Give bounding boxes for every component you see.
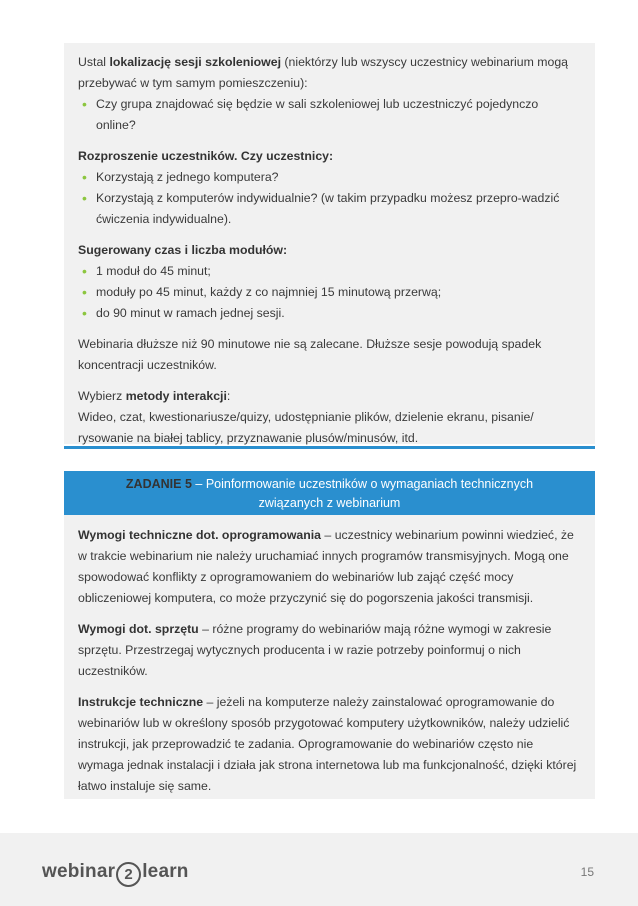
list-item: • moduły po 45 minut, każdy z co najmniej 15 minutową przerwą; [78, 282, 581, 303]
paragraph-location: Ustal lokalizację sesji szkoleniowej (niektórzy lub wszyscy uczestnicy webinarium mogą przebywać w tym samym pomieszczeniu): [78, 55, 569, 90]
page-footer [0, 833, 638, 906]
task-header: ZADANIE 5 – Poinformowanie uczestników o wymaganiach technicznych związanych z webinarium [64, 471, 595, 516]
info-box-technical [64, 515, 595, 799]
list-item: • Korzystają z jednego komputera? [78, 167, 581, 188]
paragraph-interaction: Wybierz metody interakcji: [78, 389, 231, 403]
paragraph-instructions: Instrukcje techniczne – jeżeli na komputerze należy zainstalować oprogramowanie do webinariów lub w określony sposób przygotować komputery użytkowników, należy udzielić instrukcji, jak przeprowadzić te zadania. Oprogramowanie do webinariów często nie wymaga jednak instalacji i działa jak strona internetowa lub ma funkcjonalność, dzięki której łatwo instaluje się same. [78, 695, 577, 793]
webinar2learn-logo: webinar 2 learn [42, 861, 189, 887]
paragraph-long-sessions: Webinaria dłuższe niż 90 minutowe nie są zalecane. Dłuższe sesje powodują spadek koncentracji uczestników. [78, 337, 542, 372]
paragraph-interaction-methods: Wideo, czat, kwestionariusze/quizy, udostępnianie plików, dzielenie ekranu, pisanie/ rysowanie na białej tablicy, przyznawanie plusów/minusów, itd. [78, 410, 534, 445]
time-list [78, 261, 581, 324]
page-number: 15 [580, 865, 594, 879]
paragraph-software: Wymogi techniczne dot. oprogramowania – uczestnicy webinarium powinni wiedzieć, że w trakcie webinarium nie należy uruchamiać innych programów transmisyjnych. Mogą one spowodować konflikty z oprogramowaniem do webinariów lub zająć część mocy obliczeniowej komputera, co może przyczynić się do pogorszenia jakości transmisji. [78, 528, 574, 605]
list-item: • Korzystają z komputerów indywidualnie? (w takim przypadku możesz przepro-wadzić ćwiczenia indywidualne). [78, 188, 581, 230]
two-circle-icon: 2 [116, 862, 141, 887]
dispersion-list [78, 167, 581, 230]
list-item: • do 90 minut w ramach jednej sesji. [78, 303, 581, 324]
heading-dispersion: Rozproszenie uczestników. Czy uczestnicy: [78, 149, 334, 163]
heading-time: Sugerowany czas i liczba modułów: [78, 243, 288, 257]
list-item: • 1 moduł do 45 minut; [78, 261, 581, 282]
location-list [78, 94, 581, 136]
paragraph-hardware: Wymogi dot. sprzętu – różne programy do webinariów mają różne wymogi w zakresie sprzętu. Przestrzegaj wytycznych producenta i w razie potrzeby poinformuj o nich uczestników. [78, 622, 552, 678]
list-item: • Czy grupa znajdować się będzie w sali szkoleniowej lub uczestniczyć pojedynczo online? [78, 94, 581, 136]
blue-divider [64, 446, 595, 449]
info-box-session [64, 43, 595, 444]
